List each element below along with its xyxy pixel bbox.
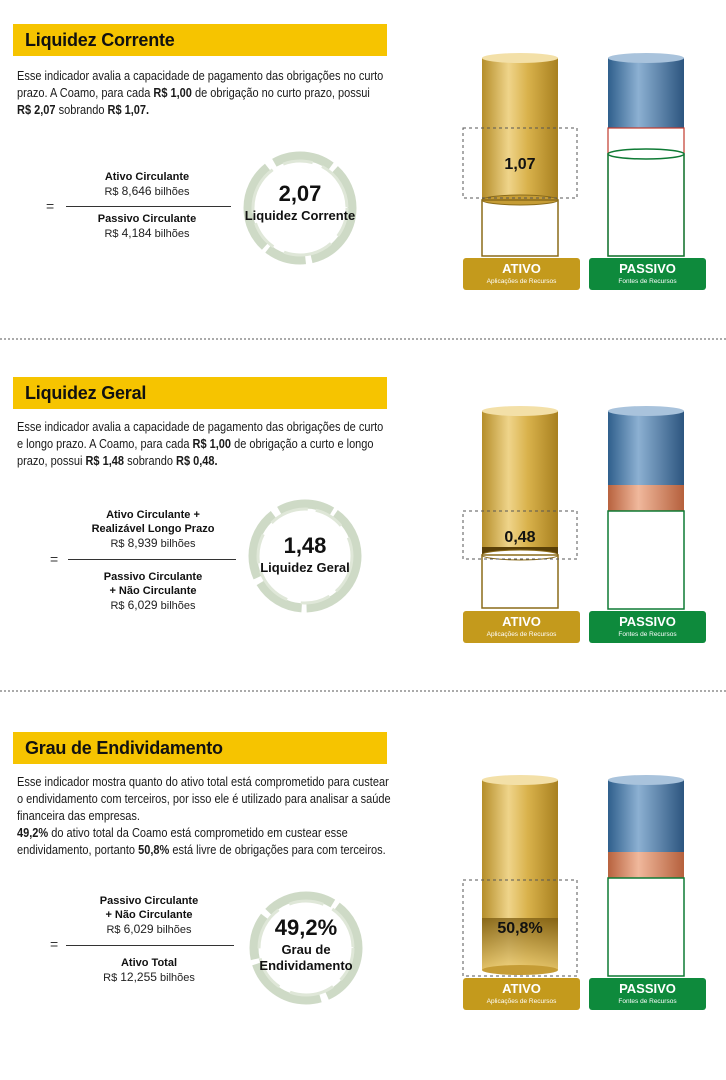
- passivo-cylinder: [606, 772, 686, 982]
- desc-line: prazo. A Coamo, para cada R$ 1,00 de obrigação no curto prazo, possui: [17, 86, 370, 100]
- ativo-box-value: 1,07: [504, 156, 536, 173]
- denominator-label: Ativo Total: [120, 957, 177, 969]
- desc-line: 49,2% do ativo total da Coamo está comprometido em custear esse: [17, 826, 348, 840]
- numerator: [64, 894, 234, 937]
- numerator-label: Passivo Circulante: [99, 895, 199, 907]
- section-divider: [0, 338, 726, 340]
- desc-line: Esse indicador avalia a capacidade de pagamento das obrigações no curto: [17, 69, 384, 83]
- section-divider: [0, 690, 726, 692]
- result-value: 2,07: [278, 181, 322, 206]
- ativo-box-value: 50,8%: [497, 920, 543, 937]
- numerator-label: Ativo Circulante: [104, 171, 190, 183]
- denominator: [68, 570, 238, 613]
- section-title-bar: [13, 732, 387, 764]
- numerator: [68, 508, 238, 551]
- result-label: Liquidez Geral: [260, 560, 350, 575]
- numerator-value: R$ 6,029 bilhões: [106, 922, 192, 936]
- fraction-line: [66, 206, 231, 207]
- denominator-label: Passivo Circulante: [97, 213, 197, 225]
- desc-line: financeira das empresas.: [17, 809, 140, 823]
- section-description: [17, 774, 397, 859]
- denominator-value: R$ 4,184 bilhões: [104, 226, 190, 240]
- ativo-cylinder: [460, 50, 580, 260]
- passivo-caption: PASSIVO Fontes de Recursos: [589, 258, 706, 290]
- denominator-value: R$ 6,029 bilhões: [110, 598, 196, 612]
- result-label: Endividamento: [259, 958, 353, 973]
- section-liquidez-geral: [0, 353, 726, 705]
- denominator-label: Passivo Circulante: [103, 571, 203, 583]
- section-description: [17, 419, 397, 470]
- desc-line: prazo, possui R$ 1,48 sobrando R$ 0,48.: [17, 454, 218, 468]
- passivo-caption: PASSIVO Fontes de Recursos: [589, 611, 706, 643]
- passivo-cylinder: [606, 50, 686, 260]
- numerator: [62, 170, 232, 199]
- section-title: Grau de Endividamento: [25, 738, 223, 758]
- desc-line: o endividamento com terceiros, por isso ele é utilizado para analisar a saúde: [17, 792, 391, 806]
- equals-sign: =: [46, 198, 55, 214]
- numerator-value: R$ 8,939 bilhões: [110, 536, 196, 550]
- equals-sign: =: [50, 936, 59, 952]
- ativo-box-value: 0,48: [504, 529, 536, 546]
- ativo-caption: ATIVO Aplicações de Recursos: [463, 258, 580, 290]
- numerator-value: R$ 8,646 bilhões: [104, 184, 190, 198]
- denominator-label: + Não Circulante: [109, 585, 197, 597]
- denominator-value: R$ 12,255 bilhões: [103, 970, 195, 984]
- ativo-cylinder: [460, 772, 580, 982]
- result-label: Liquidez Corrente: [244, 208, 356, 223]
- result-value: 49,2%: [274, 915, 338, 940]
- section-title-bar: [13, 24, 387, 56]
- result-label: Grau de: [281, 942, 331, 957]
- section-title-bar: [13, 377, 387, 409]
- desc-line: Esse indicador avalia a capacidade de pagamento das obrigações de curto: [17, 420, 384, 434]
- result-value: 1,48: [283, 533, 327, 558]
- denominator: [64, 956, 234, 985]
- numerator-label: + Não Circulante: [105, 909, 193, 921]
- ativo-cylinder: [460, 403, 580, 613]
- section-description: [17, 68, 397, 119]
- fraction-line: [68, 559, 236, 560]
- numerator-label: Ativo Circulante +: [106, 509, 200, 521]
- desc-line: e longo prazo. A Coamo, para cada R$ 1,00 de obrigação a curto e longo: [17, 437, 374, 451]
- ativo-caption: ATIVO Aplicações de Recursos: [463, 978, 580, 1010]
- ativo-caption: ATIVO Aplicações de Recursos: [463, 611, 580, 643]
- result-ring: [240, 148, 360, 268]
- result-ring: [246, 888, 366, 1008]
- passivo-cylinder: [606, 403, 686, 613]
- section-liquidez-corrente: [0, 0, 726, 352]
- passivo-caption: PASSIVO Fontes de Recursos: [589, 978, 706, 1010]
- section-title: Liquidez Geral: [25, 383, 147, 403]
- equals-sign: =: [50, 551, 59, 567]
- section-title: Liquidez Corrente: [25, 30, 175, 50]
- desc-line: endividamento, portanto 50,8% está livre de obrigações para com terceiros.: [17, 843, 386, 857]
- desc-line: R$ 2,07 sobrando R$ 1,07.: [17, 103, 150, 117]
- section-grau-endividamento: [0, 708, 726, 1060]
- desc-line: Esse indicador mostra quanto do ativo total está comprometido para custear: [17, 775, 389, 789]
- result-ring: [245, 496, 365, 616]
- fraction-line: [66, 945, 234, 946]
- denominator: [62, 212, 232, 241]
- numerator-label: Realizável Longo Prazo: [91, 523, 215, 535]
